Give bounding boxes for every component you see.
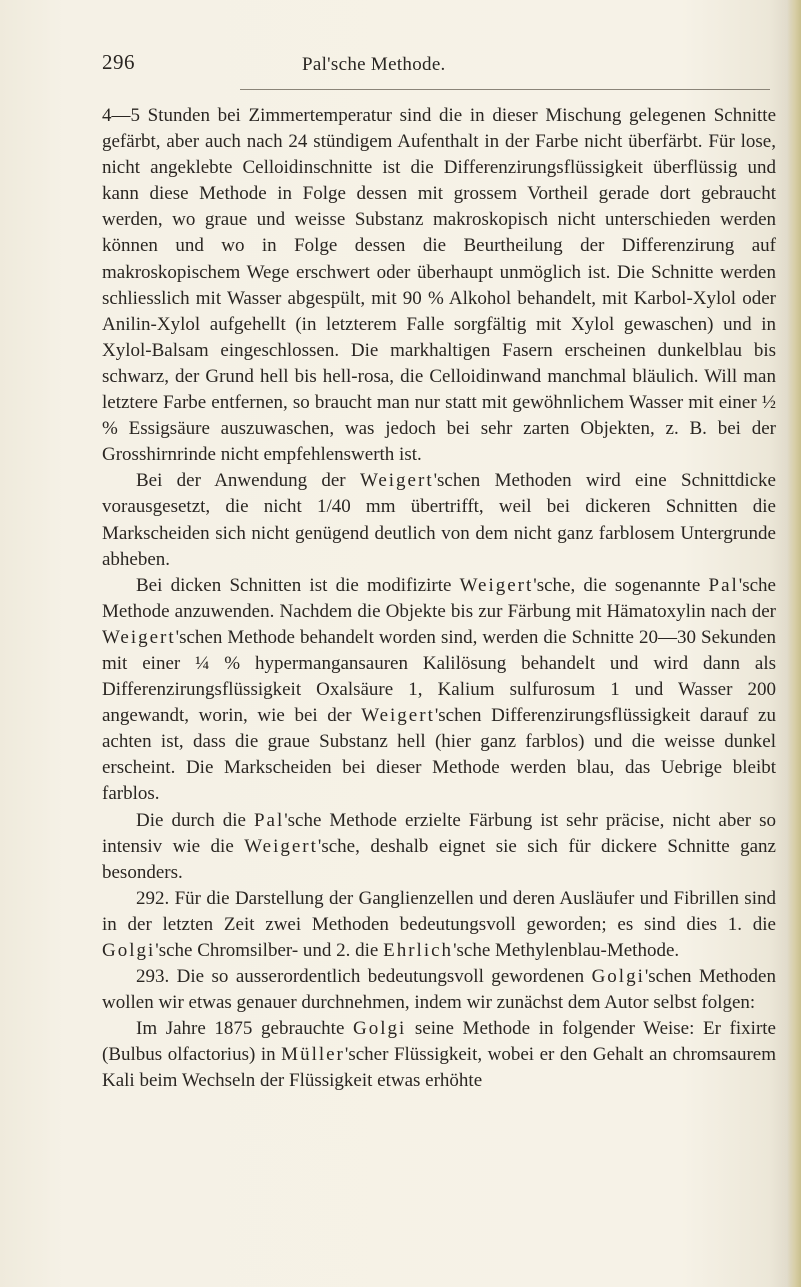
page-edge-shadow (787, 0, 801, 1287)
author-name: Ehrlich (383, 940, 454, 961)
author-name: Weigert (459, 574, 534, 596)
author-name: Pal (708, 574, 739, 596)
author-name: Weigert (244, 835, 318, 857)
paragraph (102, 886, 776, 964)
text-segment: 'schen Methode behandelt worden sind, werden die Schnitte 20—30 Sekunden mit einer ¼ % hypermangansauren Kalilösung behandelt und wird dann als Differenzirungsflüssigkeit Oxalsäure 1, Kalium sulfurosum 1 und Wasser 200 angewandt, worin, wie bei der (102, 626, 776, 727)
page-header (102, 50, 770, 80)
text-segment: 'sche Chromsilber- und 2. die (155, 940, 384, 961)
text-segment: 'scher Flüssigkeit, wobei er den Gehalt an chromsaurem Kali beim Wechseln der Flüssigkeit etwas erhöhte (102, 1044, 776, 1092)
author-name: Weigert (359, 470, 434, 492)
text-segment: 'schen Differenzirungsflüssigkeit darauf zu achten ist, dass die graue Substanz hell (hier ganz farblos) und die weisse dunkel erscheint. Die Markscheiden bei dieser Methode werden blau, das Uebrige bleibt farblos. (102, 705, 776, 805)
text-segment: 293. Die so ausserordentlich bedeutungsvoll gewordenen (136, 966, 592, 988)
text-segment: 'schen Methoden wird eine Schnittdicke vorausgesetzt, die nicht 1/40 mm übertrifft, weil bei dickeren Schnitten die Markscheiden sich nicht genügend deutlich von dem nicht ganz farblosem Untergrunde abheben. (102, 470, 776, 570)
text-segment: 'sche Methode erzielte Färbung ist sehr präcise, nicht aber so intensiv wie die (102, 809, 776, 857)
text-segment: 4—5 Stunden bei Zimmertemperatur sind die in dieser Mischung gelegenen Schnitte gefärbt, aber auch nach 24 stündigem Aufenthalt in der Farbe nicht überfärbt. Für lose, nicht angeklebte Celloidinschnitte ist die Differenzirungsflüssigkeit überflüssig und kann diese Methode in Folge dessen mit grossem Vortheil gerade dort gebraucht werden, wo graue und weisse Substanz makroskopisch nicht unterschieden werden können und wo in Folge dessen die Beurtheilung der Differenzirung auf makroskopischem Wege erschwert oder überhaupt unmöglich ist. Die Schnitte werden schliesslich mit Wasser abgespült, mit 90 % Alkohol behandelt, mit Karbol-Xylol oder Anilin-Xylol aufgehellt (in letzterem Falle sorgfältig mit Xylol gewaschen) und in Xylol-Balsam eingeschlossen. Die markhaltigen Fasern erscheinen dunkelblau bis schwarz, der Grund hell bis hell-rosa, die Celloidinwand manchmal bläulich. Will man letztere Farbe entfernen, so braucht man nur statt mit gewöhnlichem Wasser mit einer ½ % Essigsäure auszuwaschen, was jedoch bei sehr zarten Objekten, z. B. bei der Grosshirnrinde nicht empfehlenswerth ist. (102, 105, 776, 466)
paragraph (102, 103, 776, 468)
running-title: Pal'sche Methode. (302, 54, 446, 75)
text-segment: 'sche, die sogenannte (533, 574, 709, 596)
header-rule (240, 89, 770, 90)
author-name: Weigert (361, 705, 435, 727)
text-segment: Die durch die (136, 809, 254, 831)
text-segment: 'sche, deshalb eignet sie sich für dickere Schnitte ganz besonders. (102, 835, 776, 883)
text-segment: 'sche Methylenblau-Methode. (453, 940, 680, 961)
author-name: Golgi (591, 966, 645, 988)
paragraph (102, 468, 776, 572)
text-segment: Bei der Anwendung der (136, 470, 360, 492)
author-name: Golgi (353, 1018, 407, 1040)
page-number: 296 (102, 50, 135, 74)
paragraph (102, 808, 776, 886)
text-segment: 'sche Methode anzuwenden. Nachdem die Objekte bis zur Färbung mit Hämatoxylin nach der (102, 574, 776, 622)
paragraph (102, 573, 776, 808)
author-name: Weigert (102, 626, 176, 648)
author-name: Müller (281, 1044, 345, 1066)
author-name: Golgi (102, 940, 156, 961)
paragraph (102, 1016, 776, 1094)
text-segment: Bei dicken Schnitten ist die modifizirte (136, 574, 460, 596)
text-segment: seine Methode in folgender Weise: Er fixirte (Bulbus olfactorius) in (102, 1018, 776, 1066)
paragraph (102, 964, 776, 1016)
text-segment: 'schen Methoden wollen wir etwas genauer durchnehmen, indem wir zunächst dem Autor selbst folgen: (102, 966, 776, 1014)
body-text (102, 103, 776, 1095)
text-segment: 292. Für die Darstellung der Ganglienzellen und deren Ausläufer und Fibrillen sind in der letzten Zeit zwei Methoden bedeutungsvoll geworden; es sind dies 1. die (102, 887, 776, 935)
text-segment: Im Jahre 1875 gebrauchte (136, 1018, 353, 1040)
author-name: Pal (253, 809, 285, 831)
